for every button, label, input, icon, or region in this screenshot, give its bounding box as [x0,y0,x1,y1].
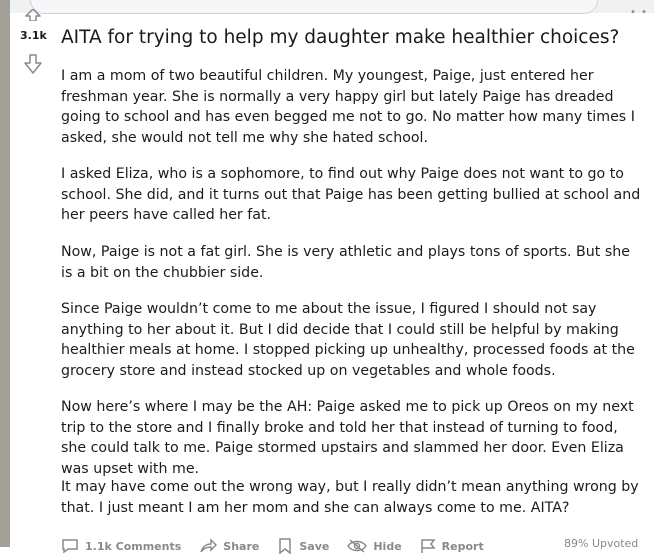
comment-icon [61,538,79,554]
upvote-ratio: 89% Upvoted [564,537,639,550]
top-right-dots: • • [630,7,648,18]
top-bar [10,0,654,13]
post-paragraph: It may have come out the wrong way, but I really didn’t mean anything wrong by that. I just meant I am her mom and she can always come to me. AITA? [61,479,639,516]
left-edge-strip [0,0,10,547]
save-label: Save [299,539,330,553]
downvote-icon[interactable] [23,53,43,75]
comments-label: 1.1k Comments [85,539,182,553]
comments-button[interactable] [61,538,181,554]
save-button[interactable] [277,538,329,554]
post-paragraph: Now here’s where I may be the AH: Paige asked me to pick up Oreos on my next trip to the store and I finally broke and told her that instead of turning to food, she could talk to me. Paige stormed upstairs and slammed her door. Even Eliza was upset with me. [61,399,634,477]
top-search-pill[interactable] [30,0,598,14]
report-icon [420,538,436,554]
report-label: Report [441,539,484,553]
upvote-icon[interactable] [23,6,43,18]
post-paragraph: Since Paige wouldn’t come to me about the issue, I figured I should not say anything to her about it. But I did decide that I could still be helpful by making healthier meals at home. I stopped picking up unhealthy, processed foods at the grocery store and instead stocked up on vegetables and whole foods. [61,301,635,379]
share-button[interactable] [199,538,259,554]
post-paragraph: I asked Eliza, who is a sophomore, to find out why Paige does not want to go to school. She did, and it turns out that Paige has been getting bullied at school and her peers have called her fat. [61,166,641,223]
post-action-bar [61,536,651,556]
save-icon [277,538,293,554]
hide-label: Hide [373,539,402,553]
post-paragraph: Now, Paige is not a fat girl. She is very athletic and plays tons of sports. But she is a bit on the chubbier side. [61,244,630,281]
vote-score: 3.1k [20,29,47,42]
share-label: Share [223,539,260,553]
hide-button[interactable] [347,538,401,554]
post-paragraph: I am a mom of two beautiful children. My youngest, Paige, just entered her freshman year. She is normally a very happy girl but lately Paige has dreaded going to school and has even begged me not to go. No matter how many times I asked, she would not tell me why she hated school. [61,68,635,146]
share-icon [199,538,217,554]
report-button[interactable] [420,538,484,554]
hide-icon [347,538,367,554]
post-title[interactable]: AITA for trying to help my daughter make healthier choices? [61,27,620,48]
